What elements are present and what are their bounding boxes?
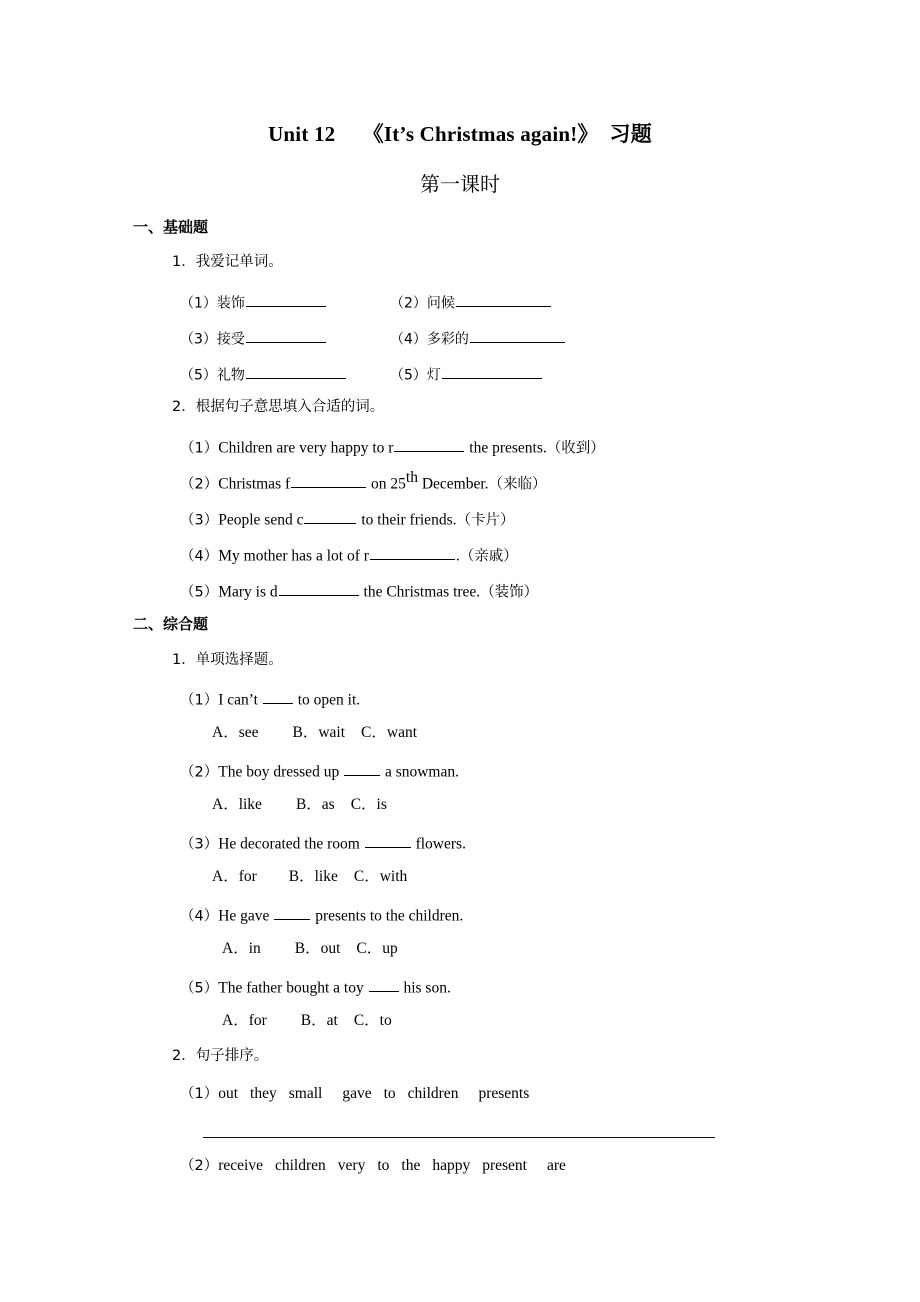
fill-item-1-hint: （收到） [546, 440, 605, 457]
vocab-item-2-blank[interactable] [456, 292, 551, 307]
page-subtitle: 第一课时 [420, 172, 500, 196]
fill-item-1 [180, 437, 605, 456]
ordering-item-2-word-8: are [546, 1157, 566, 1174]
fill-item-2-after-pre: on 25 [367, 475, 406, 493]
vocab-item-6-label: （5）灯 [390, 367, 441, 384]
ordering-item-1-word-4: gave [342, 1085, 372, 1102]
task-label-word-ordering: 2．句子排序。 [172, 1048, 269, 1064]
mc-option-3a[interactable]: A．for [212, 868, 257, 885]
vocab-item-5-label: （5）礼物 [180, 367, 245, 384]
fill-item-3-after: to their friends. [357, 511, 457, 529]
task-label-multiple-choice: 1．单项选择题。 [172, 652, 283, 668]
mc-option-2b[interactable]: B．as [295, 796, 335, 813]
vocab-item-2-label: （2）问候 [390, 295, 455, 312]
ordering-item-1-word-2: they [250, 1085, 277, 1102]
vocab-item-4 [390, 328, 566, 347]
mc-question-1-after: to open it. [293, 691, 361, 709]
fill-item-4-after: . [455, 547, 460, 565]
section-heading-comprehensive: 二、综合题 [133, 615, 209, 633]
mc-options-1 [212, 725, 417, 741]
fill-item-2 [180, 469, 547, 493]
fill-item-4-blank[interactable] [370, 545, 455, 560]
ordering-item-1-word-3: small [288, 1085, 323, 1102]
fill-item-5-blank[interactable] [279, 581, 359, 596]
fill-item-5-after: the Christmas tree. [359, 583, 481, 601]
fill-item-3-label: （3） [180, 512, 219, 529]
fill-item-3-blank[interactable] [304, 509, 356, 524]
mc-question-4-label: （4） [180, 908, 219, 925]
mc-question-1-label: （1） [180, 692, 219, 709]
ordering-item-1-word-6: children [407, 1085, 459, 1102]
mc-question-2-after: a snowman. [381, 763, 459, 781]
page-title: Unit 12 《It’s Christmas again!》 习题 [268, 122, 652, 146]
mc-question-5-after: his son. [399, 979, 451, 997]
mc-question-3-before: He decorated the room [218, 835, 364, 853]
mc-option-5b[interactable]: B．at [300, 1012, 338, 1029]
fill-item-4 [180, 545, 518, 564]
vocab-item-6 [390, 364, 543, 383]
mc-question-5-label: （5） [180, 980, 219, 997]
ordering-item-2-word-7: present [482, 1157, 527, 1174]
vocab-item-3-blank[interactable] [246, 328, 326, 343]
vocab-item-4-label: （4）多彩的 [390, 331, 469, 348]
mc-question-1 [180, 689, 360, 708]
mc-question-4-before: He gave [218, 907, 274, 925]
fill-item-3 [180, 509, 514, 528]
mc-question-5-before: The father bought a toy [218, 979, 368, 997]
mc-question-4-blank[interactable] [274, 905, 310, 920]
mc-question-1-before: I can’t [218, 691, 262, 709]
vocab-item-5-blank[interactable] [246, 364, 346, 379]
fill-item-2-blank[interactable] [291, 473, 366, 488]
ordering-item-2-word-1: receive [218, 1157, 263, 1174]
fill-item-1-after: the presents. [465, 439, 547, 457]
ordering-item-2-word-5: the [401, 1157, 421, 1174]
mc-question-5 [180, 977, 451, 996]
ordering-item-2-word-4: to [377, 1157, 390, 1174]
fill-item-5-label: （5） [180, 584, 219, 601]
ordering-item-2-label: （2） [180, 1158, 219, 1174]
mc-question-5-blank[interactable] [369, 977, 399, 992]
mc-question-4 [180, 905, 463, 924]
mc-question-3 [180, 833, 466, 852]
mc-question-2-label: （2） [180, 764, 219, 781]
vocab-item-5 [180, 364, 347, 383]
fill-item-5-before: Mary is d [218, 583, 278, 601]
ordering-item-2 [180, 1158, 566, 1174]
vocab-item-1-blank[interactable] [246, 292, 326, 307]
fill-item-2-after: December. [417, 475, 489, 493]
fill-item-4-hint: （亲戚） [459, 548, 518, 565]
vocab-item-3-label: （3）接受 [180, 331, 245, 348]
vocab-item-1 [180, 292, 327, 311]
mc-option-4b[interactable]: B．out [294, 940, 341, 957]
ordering-item-2-word-3: very [337, 1157, 366, 1174]
ordering-item-1-answer-line[interactable] [203, 1137, 715, 1138]
task-label-fill-blank: 2．根据句子意思填入合适的词。 [172, 399, 385, 415]
fill-item-2-superscript: th [405, 469, 418, 487]
ordering-item-1-word-1: out [218, 1085, 239, 1102]
mc-option-5c[interactable]: C．to [353, 1012, 392, 1029]
ordering-item-2-word-2: children [274, 1157, 326, 1174]
mc-option-2a[interactable]: A．like [212, 796, 262, 813]
mc-question-4-after: presents to the children. [311, 907, 464, 925]
fill-item-1-before: Children are very happy to r [218, 439, 394, 457]
mc-options-5 [222, 1013, 392, 1029]
ordering-item-1-word-5: to [383, 1085, 396, 1102]
fill-item-3-hint: （卡片） [456, 512, 515, 529]
ordering-item-1-label: （1） [180, 1086, 219, 1102]
mc-options-4 [222, 941, 398, 957]
mc-options-2 [212, 797, 387, 813]
fill-item-2-label: （2） [180, 476, 219, 493]
mc-option-5a[interactable]: A．for [222, 1012, 267, 1029]
mc-option-4a[interactable]: A．in [222, 940, 261, 957]
vocab-item-2 [390, 292, 552, 311]
mc-option-1c[interactable]: C．want [361, 724, 417, 741]
fill-item-4-before: My mother has a lot of r [218, 547, 369, 565]
fill-item-3-before: People send c [218, 511, 304, 529]
mc-option-4c[interactable]: C．up [356, 940, 398, 957]
mc-question-3-blank[interactable] [365, 833, 411, 848]
mc-option-1a[interactable]: A．see [212, 724, 259, 741]
ordering-item-1 [180, 1086, 529, 1102]
mc-question-1-blank[interactable] [263, 689, 293, 704]
mc-question-3-after: flowers. [411, 835, 466, 853]
vocab-item-6-blank[interactable] [442, 364, 542, 379]
fill-item-4-label: （4） [180, 548, 219, 565]
mc-option-3b[interactable]: B．like [288, 868, 338, 885]
mc-question-3-label: （3） [180, 836, 219, 853]
vocab-item-4-blank[interactable] [470, 328, 565, 343]
vocab-item-3 [180, 328, 327, 347]
ordering-item-2-word-6: happy [432, 1157, 471, 1174]
mc-question-2-blank[interactable] [344, 761, 380, 776]
fill-item-5 [180, 581, 538, 600]
fill-item-2-before: Christmas f [218, 475, 291, 493]
section-heading-basic: 一、基础题 [133, 218, 209, 236]
mc-question-2 [180, 761, 459, 780]
fill-item-1-label: （1） [180, 440, 219, 457]
task-label-vocabulary: 1．我爱记单词。 [172, 254, 283, 270]
mc-question-2-before: The boy dressed up [218, 763, 344, 781]
fill-item-1-blank[interactable] [394, 437, 464, 452]
fill-item-2-hint: （来临） [488, 476, 547, 493]
fill-item-5-hint: （装饰） [480, 584, 539, 601]
mc-option-1b[interactable]: B．wait [292, 724, 346, 741]
vocab-item-1-label: （1）装饰 [180, 295, 245, 312]
mc-option-3c[interactable]: C．with [353, 868, 408, 885]
mc-option-2c[interactable]: C．is [350, 796, 387, 813]
mc-options-3 [212, 869, 407, 885]
ordering-item-1-word-7: presents [478, 1085, 530, 1102]
